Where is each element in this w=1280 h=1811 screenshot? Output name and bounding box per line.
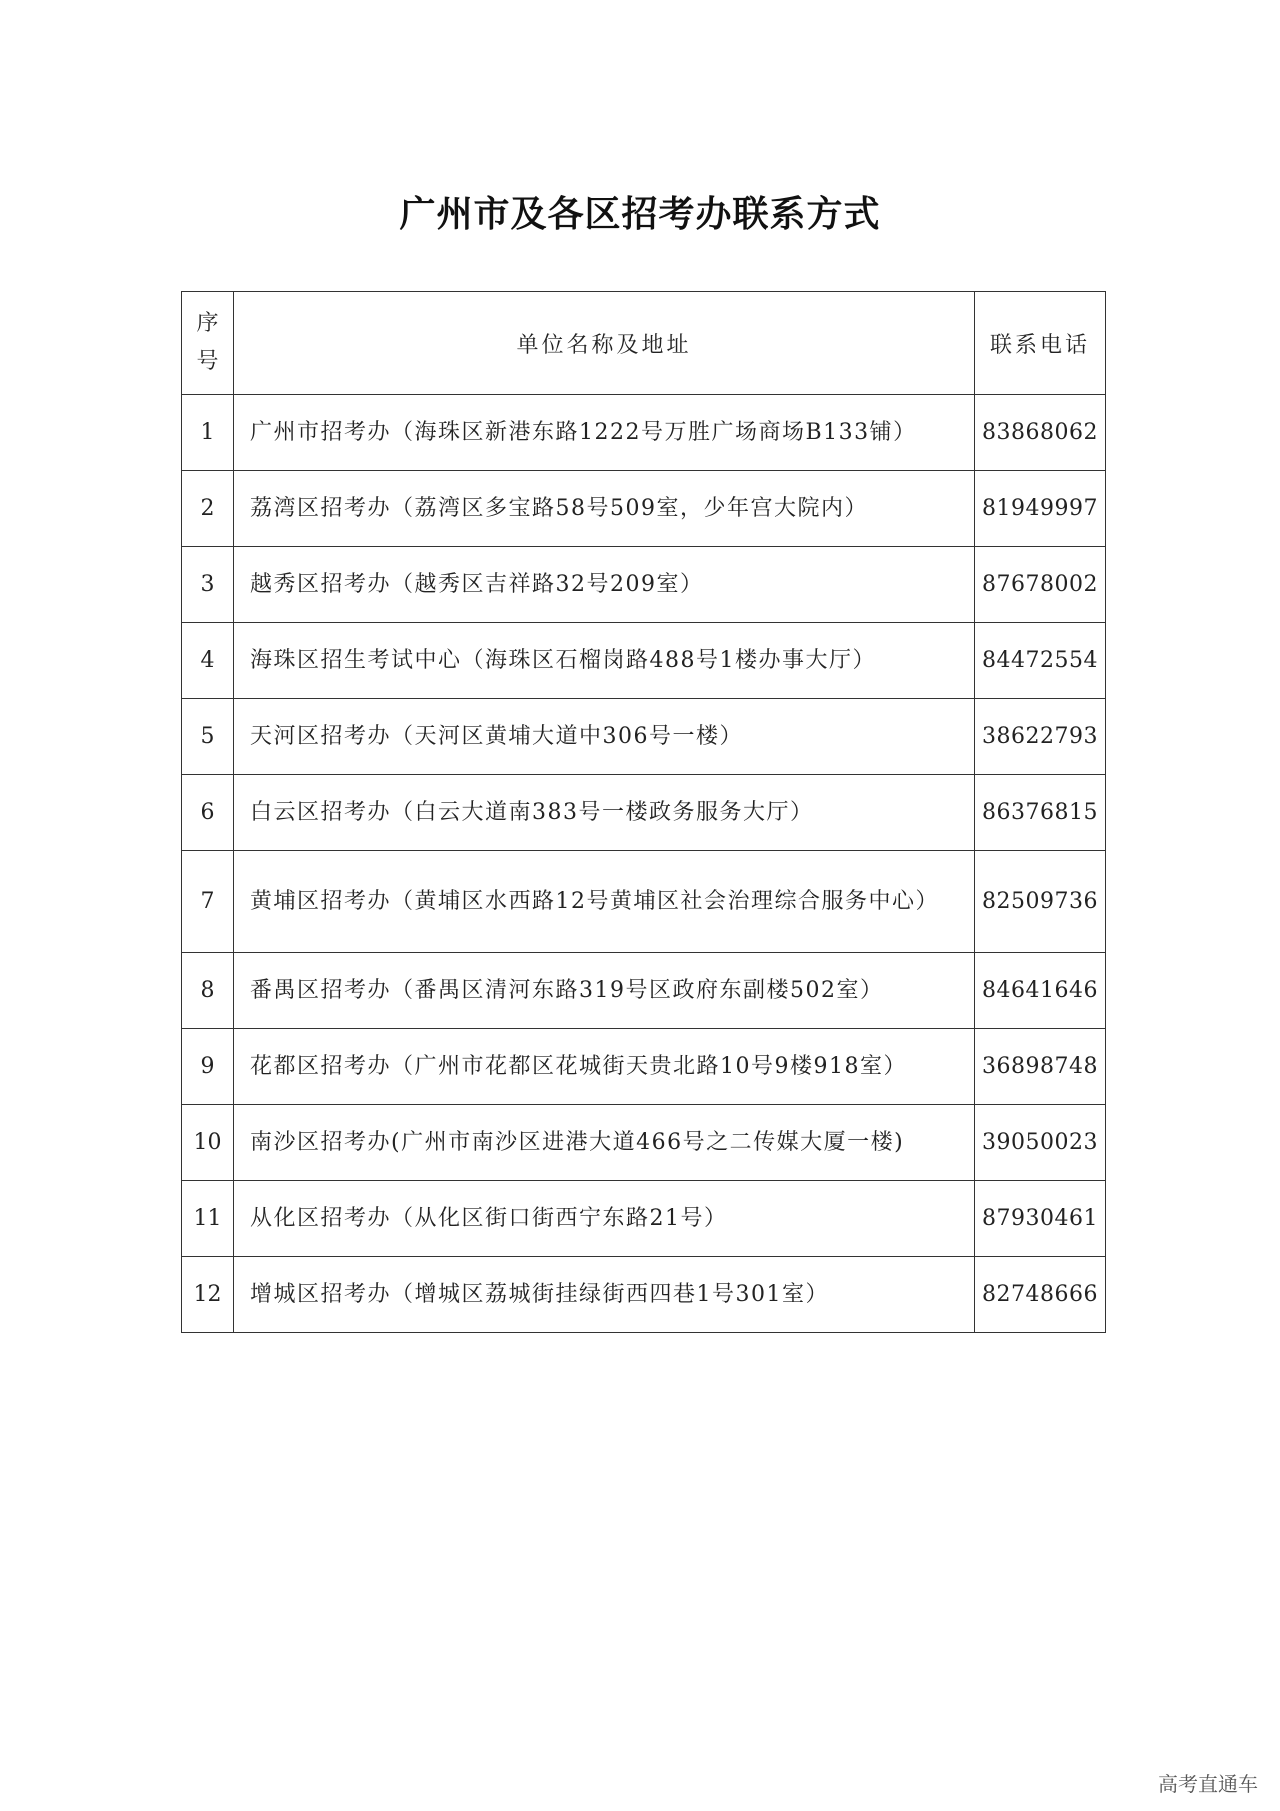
- header-unit-name-address: 单位名称及地址: [234, 292, 975, 395]
- table-row: [182, 1257, 1106, 1333]
- table-row: [182, 623, 1106, 699]
- row-number: 2: [182, 471, 234, 547]
- header-phone: 联系电话: [975, 292, 1106, 395]
- row-number: 1: [182, 395, 234, 471]
- unit-name-address: 越秀区招考办（越秀区吉祥路32号209室）: [234, 547, 975, 623]
- phone-number: 36898748: [975, 1029, 1106, 1105]
- phone-number: 81949997: [975, 471, 1106, 547]
- table-row: [182, 953, 1106, 1029]
- unit-name-address: 番禺区招考办（番禺区清河东路319号区政府东副楼502室）: [234, 953, 975, 1029]
- unit-name-address: 海珠区招生考试中心（海珠区石榴岗路488号1楼办事大厅）: [234, 623, 975, 699]
- row-number: 6: [182, 775, 234, 851]
- row-number: 3: [182, 547, 234, 623]
- header-serial-number-line2: 号: [196, 349, 219, 374]
- unit-name-address: 南沙区招考办(广州市南沙区进港大道466号之二传媒大厦一楼): [234, 1105, 975, 1181]
- unit-name-address: 从化区招考办（从化区街口街西宁东路21号）: [234, 1181, 975, 1257]
- contacts-table: [181, 291, 1106, 1333]
- table-row: [182, 547, 1106, 623]
- header-serial-number: [182, 292, 234, 395]
- table-row: [182, 851, 1106, 953]
- header-serial-number-line1: 序: [196, 311, 219, 336]
- table-row: [182, 395, 1106, 471]
- phone-number: 86376815: [975, 775, 1106, 851]
- unit-name-address: 花都区招考办（广州市花都区花城街天贵北路10号9楼918室）: [234, 1029, 975, 1105]
- row-number: 7: [182, 851, 234, 953]
- phone-number: 38622793: [975, 699, 1106, 775]
- unit-name-address: 荔湾区招考办（荔湾区多宝路58号509室，少年宫大院内）: [234, 471, 975, 547]
- phone-number: 39050023: [975, 1105, 1106, 1181]
- phone-number: 82509736: [975, 851, 1106, 953]
- row-number: 8: [182, 953, 234, 1029]
- watermark: 高考直通车: [1158, 1772, 1258, 1796]
- unit-name-address: 白云区招考办（白云大道南383号一楼政务服务大厅）: [234, 775, 975, 851]
- table-row: [182, 775, 1106, 851]
- unit-name-address: 黄埔区招考办（黄埔区水西路12号黄埔区社会治理综合服务中心）: [234, 851, 975, 953]
- unit-name-address: 天河区招考办（天河区黄埔大道中306号一楼）: [234, 699, 975, 775]
- phone-number: 87930461: [975, 1181, 1106, 1257]
- row-number: 4: [182, 623, 234, 699]
- row-number: 11: [182, 1181, 234, 1257]
- row-number: 5: [182, 699, 234, 775]
- table-row: [182, 699, 1106, 775]
- row-number: 10: [182, 1105, 234, 1181]
- phone-number: 83868062: [975, 395, 1106, 471]
- table-header-row: [182, 292, 1106, 395]
- row-number: 9: [182, 1029, 234, 1105]
- unit-name-address: 增城区招考办（增城区荔城街挂绿街西四巷1号301室）: [234, 1257, 975, 1333]
- phone-number: 87678002: [975, 547, 1106, 623]
- unit-name-address: 广州市招考办（海珠区新港东路1222号万胜广场商场B133铺）: [234, 395, 975, 471]
- page-title: 广州市及各区招考办联系方式: [399, 194, 881, 235]
- phone-number: 82748666: [975, 1257, 1106, 1333]
- phone-number: 84641646: [975, 953, 1106, 1029]
- table-row: [182, 1181, 1106, 1257]
- table-row: [182, 1105, 1106, 1181]
- row-number: 12: [182, 1257, 234, 1333]
- table-row: [182, 471, 1106, 547]
- phone-number: 84472554: [975, 623, 1106, 699]
- table-row: [182, 1029, 1106, 1105]
